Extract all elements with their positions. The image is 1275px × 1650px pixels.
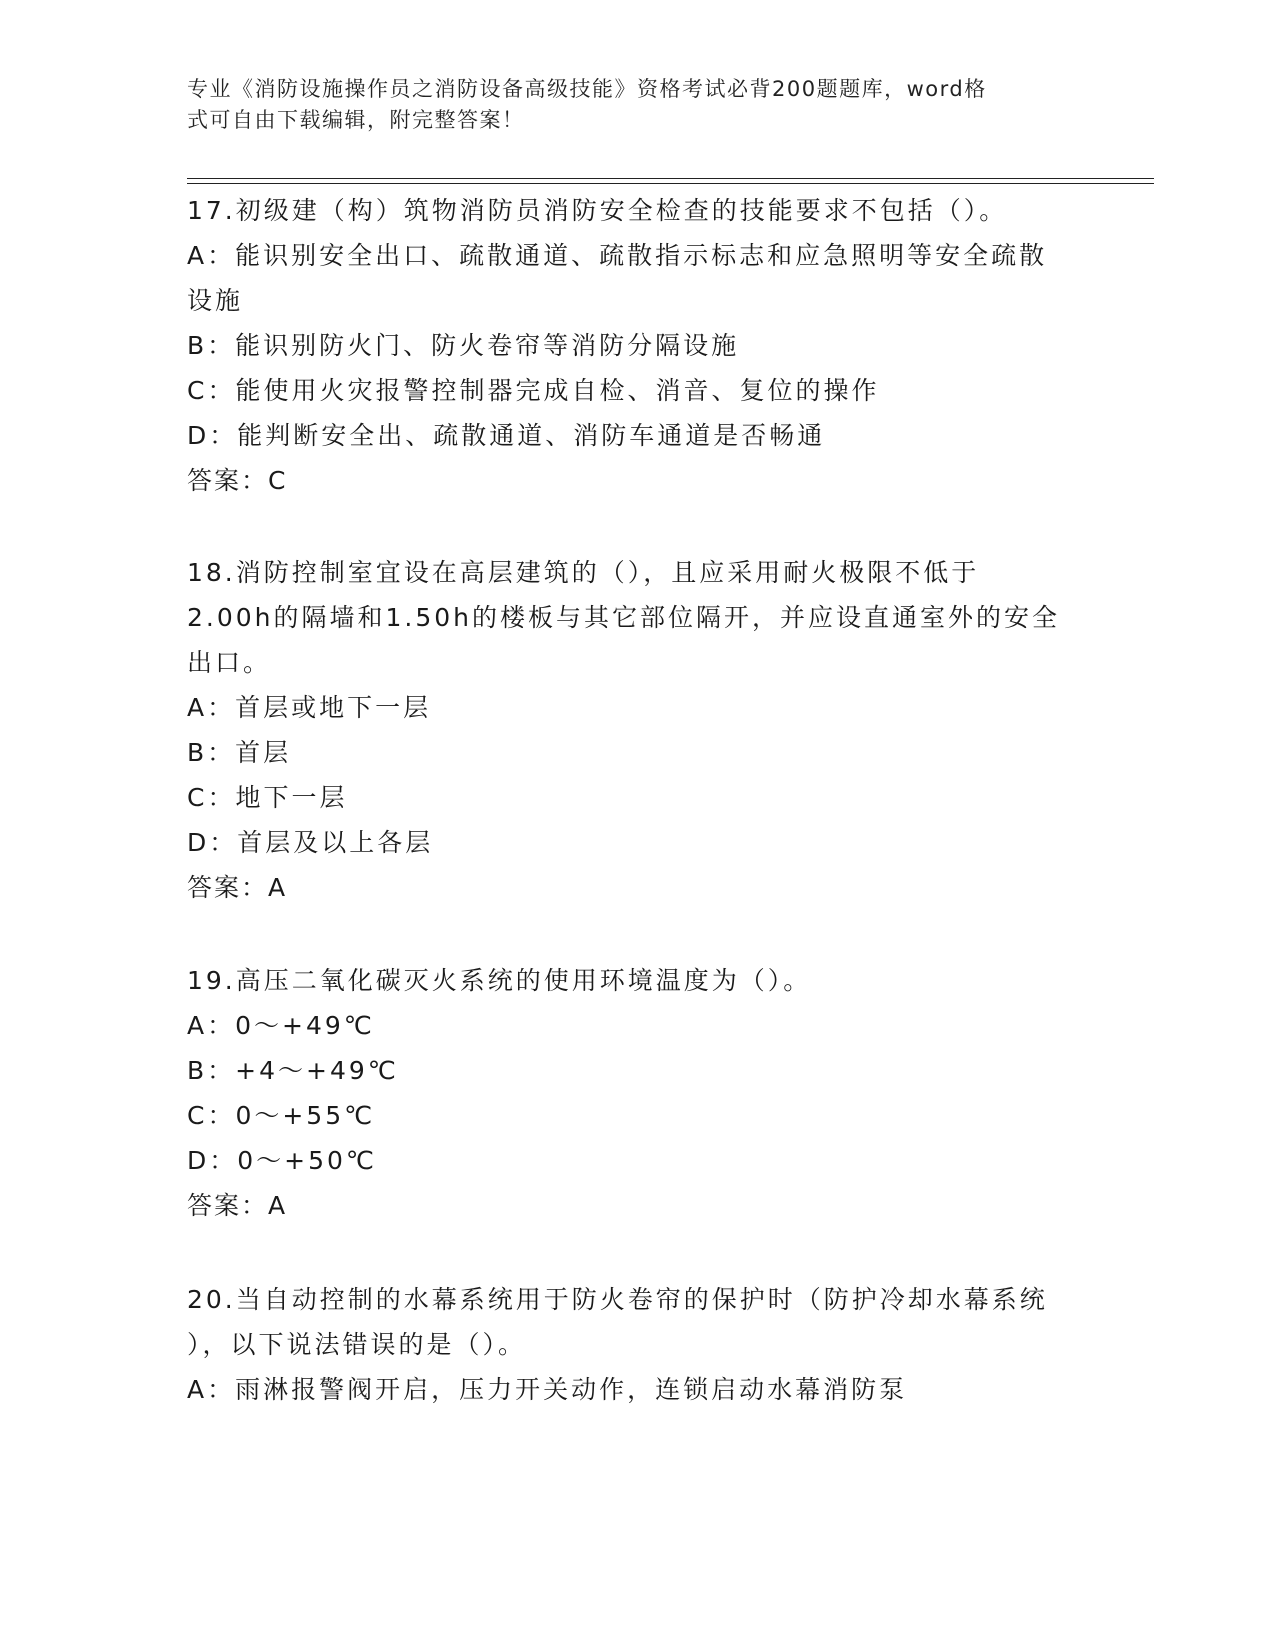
option-d: D：能判断安全出、疏散通道、消防车通道是否畅通 xyxy=(187,421,826,450)
option-c: C：能使用火灾报警控制器完成自检、消音、复位的操作 xyxy=(187,376,880,405)
option-a: A：0～+49℃ xyxy=(187,1011,375,1040)
question-20 xyxy=(187,1277,1087,1412)
option-a: A：首层或地下一层 xyxy=(187,693,432,722)
option-a-continued: 设施 xyxy=(187,286,244,315)
header-divider-bottom xyxy=(187,183,1154,184)
option-b: B：+4～+49℃ xyxy=(187,1056,399,1085)
option-b: B：能识别防火门、防火卷帘等消防分隔设施 xyxy=(187,331,740,360)
option-a: A：能识别安全出口、疏散通道、疏散指示标志和应急照明等安全疏散 xyxy=(187,241,1048,270)
question-17 xyxy=(187,188,1087,503)
question-stem-continued: 出口。 xyxy=(187,648,272,677)
option-d: D：0～+50℃ xyxy=(187,1146,377,1175)
answer-line: 答案：A xyxy=(187,873,288,902)
question-stem: 18.消防控制室宜设在高层建筑的（），且应采用耐火极限不低于 xyxy=(187,558,980,587)
question-stem: 19.高压二氧化碳灭火系统的使用环境温度为（）。 xyxy=(187,966,812,995)
header-line-2: 式可自由下载编辑，附完整答案！ xyxy=(187,108,525,132)
document-header xyxy=(187,74,1067,136)
question-stem: 20.当自动控制的水幕系统用于防火卷帘的保护时（防护冷却水幕系统 xyxy=(187,1285,1048,1314)
question-stem-continued: ），以下说法错误的是（）。 xyxy=(187,1330,527,1359)
question-stem: 17.初级建（构）筑物消防员消防安全检查的技能要求不包括（）。 xyxy=(187,196,1008,225)
header-divider-top xyxy=(187,178,1154,179)
option-b: B：首层 xyxy=(187,738,292,767)
option-a: A：雨淋报警阀开启，压力开关动作，连锁启动水幕消防泵 xyxy=(187,1375,908,1404)
header-line-1: 专业《消防设施操作员之消防设备高级技能》资格考试必背200题题库，word格 xyxy=(187,77,987,101)
option-c: C：地下一层 xyxy=(187,783,348,812)
answer-line: 答案：C xyxy=(187,466,288,495)
question-stem-continued: 2.00h的隔墙和1.50h的楼板与其它部位隔开，并应设直通室外的安全 xyxy=(187,603,1061,632)
answer-line: 答案：A xyxy=(187,1191,288,1220)
option-c: C：0～+55℃ xyxy=(187,1101,376,1130)
question-19 xyxy=(187,958,1087,1228)
question-18 xyxy=(187,550,1087,910)
option-d: D：首层及以上各层 xyxy=(187,828,434,857)
